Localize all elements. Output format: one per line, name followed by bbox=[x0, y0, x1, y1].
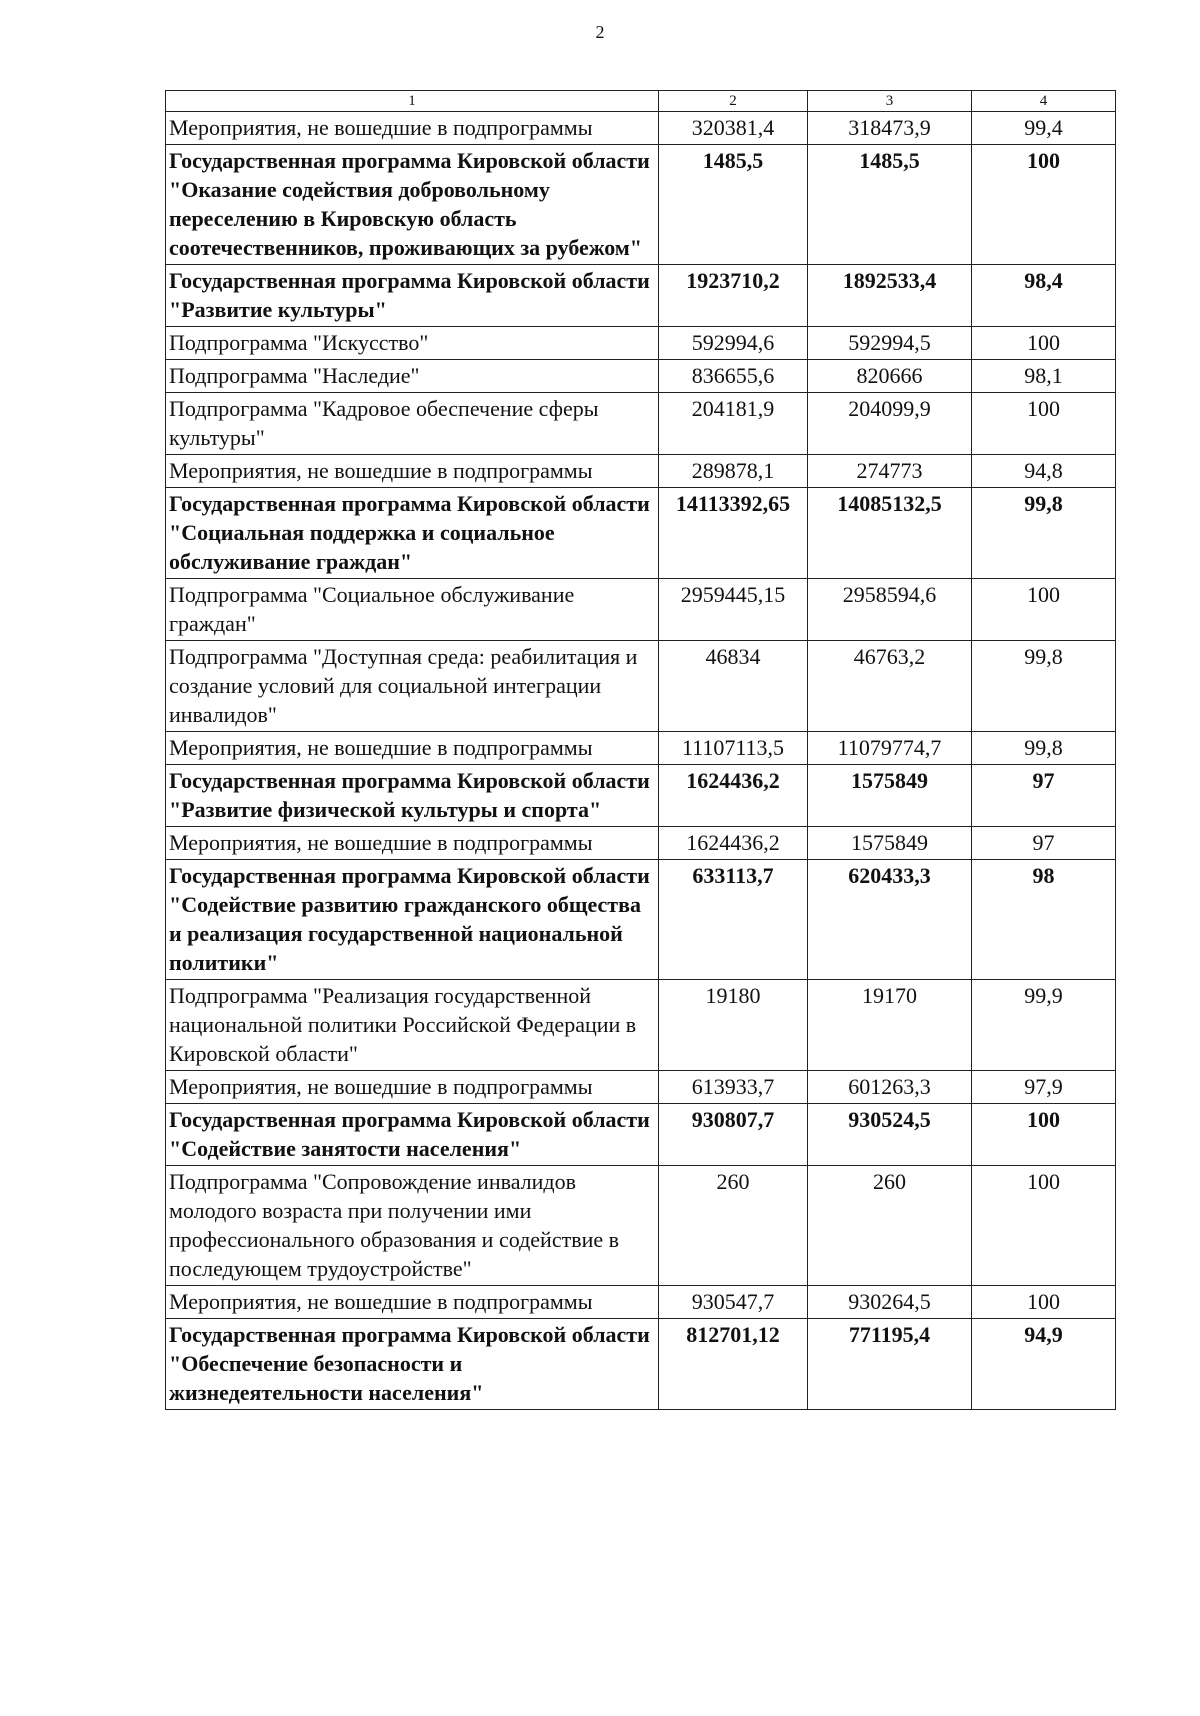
table-row bbox=[166, 1319, 1116, 1410]
actual-value-cell: 930524,5 bbox=[808, 1104, 972, 1166]
percent-cell: 97,9 bbox=[972, 1071, 1116, 1104]
column-header-2: 2 bbox=[659, 91, 808, 112]
row-name-cell: Мероприятия, не вошедшие в подпрограммы bbox=[166, 1286, 659, 1319]
percent-cell: 100 bbox=[972, 393, 1116, 455]
table-row bbox=[166, 827, 1116, 860]
row-name-cell: Подпрограмма "Наследие" bbox=[166, 360, 659, 393]
table-row bbox=[166, 1104, 1116, 1166]
table-row bbox=[166, 1166, 1116, 1286]
actual-value-cell: 11079774,7 bbox=[808, 732, 972, 765]
column-header-3: 3 bbox=[808, 91, 972, 112]
table-row bbox=[166, 765, 1116, 827]
row-name-cell: Мероприятия, не вошедшие в подпрограммы bbox=[166, 112, 659, 145]
row-name-cell: Подпрограмма "Искусство" bbox=[166, 327, 659, 360]
percent-cell: 100 bbox=[972, 145, 1116, 265]
table-row bbox=[166, 641, 1116, 732]
row-name-cell: Мероприятия, не вошедшие в подпрограммы bbox=[166, 1071, 659, 1104]
percent-cell: 100 bbox=[972, 579, 1116, 641]
percent-cell: 99,8 bbox=[972, 488, 1116, 579]
plan-value-cell: 930547,7 bbox=[659, 1286, 808, 1319]
table-row bbox=[166, 980, 1116, 1071]
percent-cell: 100 bbox=[972, 1286, 1116, 1319]
actual-value-cell: 601263,3 bbox=[808, 1071, 972, 1104]
percent-cell: 94,9 bbox=[972, 1319, 1116, 1410]
page-number: 2 bbox=[595, 22, 605, 42]
table-row bbox=[166, 1286, 1116, 1319]
table-row bbox=[166, 393, 1116, 455]
plan-value-cell: 46834 bbox=[659, 641, 808, 732]
plan-value-cell: 14113392,65 bbox=[659, 488, 808, 579]
percent-cell: 94,8 bbox=[972, 455, 1116, 488]
actual-value-cell: 1485,5 bbox=[808, 145, 972, 265]
column-header-4: 4 bbox=[972, 91, 1116, 112]
plan-value-cell: 633113,7 bbox=[659, 860, 808, 980]
actual-value-cell: 592994,5 bbox=[808, 327, 972, 360]
table-row bbox=[166, 488, 1116, 579]
percent-cell: 100 bbox=[972, 1104, 1116, 1166]
actual-value-cell: 2958594,6 bbox=[808, 579, 972, 641]
plan-value-cell: 260 bbox=[659, 1166, 808, 1286]
actual-value-cell: 14085132,5 bbox=[808, 488, 972, 579]
actual-value-cell: 1575849 bbox=[808, 827, 972, 860]
actual-value-cell: 1575849 bbox=[808, 765, 972, 827]
actual-value-cell: 204099,9 bbox=[808, 393, 972, 455]
percent-cell: 97 bbox=[972, 765, 1116, 827]
table-body bbox=[166, 112, 1116, 1410]
table-row bbox=[166, 112, 1116, 145]
row-name-cell: Подпрограмма "Реализация государственной национальной политики Российской Федерации в Кировской области" bbox=[166, 980, 659, 1071]
percent-cell: 100 bbox=[972, 327, 1116, 360]
row-name-cell: Государственная программа Кировской области "Содействие занятости населения" bbox=[166, 1104, 659, 1166]
row-name-cell: Государственная программа Кировской области "Развитие физической культуры и спорта" bbox=[166, 765, 659, 827]
table-header-row bbox=[166, 91, 1116, 112]
actual-value-cell: 318473,9 bbox=[808, 112, 972, 145]
table-row bbox=[166, 860, 1116, 980]
plan-value-cell: 1485,5 bbox=[659, 145, 808, 265]
column-header-1: 1 bbox=[166, 91, 659, 112]
actual-value-cell: 19170 bbox=[808, 980, 972, 1071]
plan-value-cell: 2959445,15 bbox=[659, 579, 808, 641]
percent-cell: 99,8 bbox=[972, 641, 1116, 732]
percent-cell: 98,1 bbox=[972, 360, 1116, 393]
budget-table bbox=[165, 90, 1116, 1410]
actual-value-cell: 620433,3 bbox=[808, 860, 972, 980]
row-name-cell: Подпрограмма "Кадровое обеспечение сферы культуры" bbox=[166, 393, 659, 455]
table-row bbox=[166, 327, 1116, 360]
table-row bbox=[166, 455, 1116, 488]
plan-value-cell: 613933,7 bbox=[659, 1071, 808, 1104]
actual-value-cell: 771195,4 bbox=[808, 1319, 972, 1410]
percent-cell: 99,9 bbox=[972, 980, 1116, 1071]
row-name-cell: Мероприятия, не вошедшие в подпрограммы bbox=[166, 827, 659, 860]
plan-value-cell: 11107113,5 bbox=[659, 732, 808, 765]
percent-cell: 100 bbox=[972, 1166, 1116, 1286]
table-row bbox=[166, 1071, 1116, 1104]
percent-cell: 98,4 bbox=[972, 265, 1116, 327]
plan-value-cell: 592994,6 bbox=[659, 327, 808, 360]
percent-cell: 97 bbox=[972, 827, 1116, 860]
row-name-cell: Государственная программа Кировской области "Социальная поддержка и социальное обслуживание граждан" bbox=[166, 488, 659, 579]
percent-cell: 98 bbox=[972, 860, 1116, 980]
row-name-cell: Государственная программа Кировской области "Обеспечение безопасности и жизнедеятельности населения" bbox=[166, 1319, 659, 1410]
plan-value-cell: 930807,7 bbox=[659, 1104, 808, 1166]
percent-cell: 99,8 bbox=[972, 732, 1116, 765]
table-row bbox=[166, 579, 1116, 641]
actual-value-cell: 260 bbox=[808, 1166, 972, 1286]
actual-value-cell: 930264,5 bbox=[808, 1286, 972, 1319]
row-name-cell: Государственная программа Кировской области "Развитие культуры" bbox=[166, 265, 659, 327]
row-name-cell: Подпрограмма "Доступная среда: реабилитация и создание условий для социальной интеграции инвалидов" bbox=[166, 641, 659, 732]
table-row bbox=[166, 265, 1116, 327]
table-row bbox=[166, 145, 1116, 265]
actual-value-cell: 820666 bbox=[808, 360, 972, 393]
row-name-cell: Подпрограмма "Сопровождение инвалидов молодого возраста при получении ими профессионального образования и содействие в последующем трудоустройстве" bbox=[166, 1166, 659, 1286]
actual-value-cell: 46763,2 bbox=[808, 641, 972, 732]
plan-value-cell: 1624436,2 bbox=[659, 765, 808, 827]
plan-value-cell: 1923710,2 bbox=[659, 265, 808, 327]
row-name-cell: Подпрограмма "Социальное обслуживание граждан" bbox=[166, 579, 659, 641]
percent-cell: 99,4 bbox=[972, 112, 1116, 145]
table-row bbox=[166, 732, 1116, 765]
plan-value-cell: 836655,6 bbox=[659, 360, 808, 393]
plan-value-cell: 812701,12 bbox=[659, 1319, 808, 1410]
row-name-cell: Мероприятия, не вошедшие в подпрограммы bbox=[166, 732, 659, 765]
plan-value-cell: 19180 bbox=[659, 980, 808, 1071]
table-row bbox=[166, 360, 1116, 393]
plan-value-cell: 320381,4 bbox=[659, 112, 808, 145]
plan-value-cell: 1624436,2 bbox=[659, 827, 808, 860]
actual-value-cell: 274773 bbox=[808, 455, 972, 488]
plan-value-cell: 204181,9 bbox=[659, 393, 808, 455]
row-name-cell: Государственная программа Кировской области "Оказание содействия добровольному переселению в Кировскую область соотечественников, проживающих за рубежом" bbox=[166, 145, 659, 265]
row-name-cell: Мероприятия, не вошедшие в подпрограммы bbox=[166, 455, 659, 488]
actual-value-cell: 1892533,4 bbox=[808, 265, 972, 327]
row-name-cell: Государственная программа Кировской области "Содействие развитию гражданского общества и реализация государственной национальной политики" bbox=[166, 860, 659, 980]
plan-value-cell: 289878,1 bbox=[659, 455, 808, 488]
